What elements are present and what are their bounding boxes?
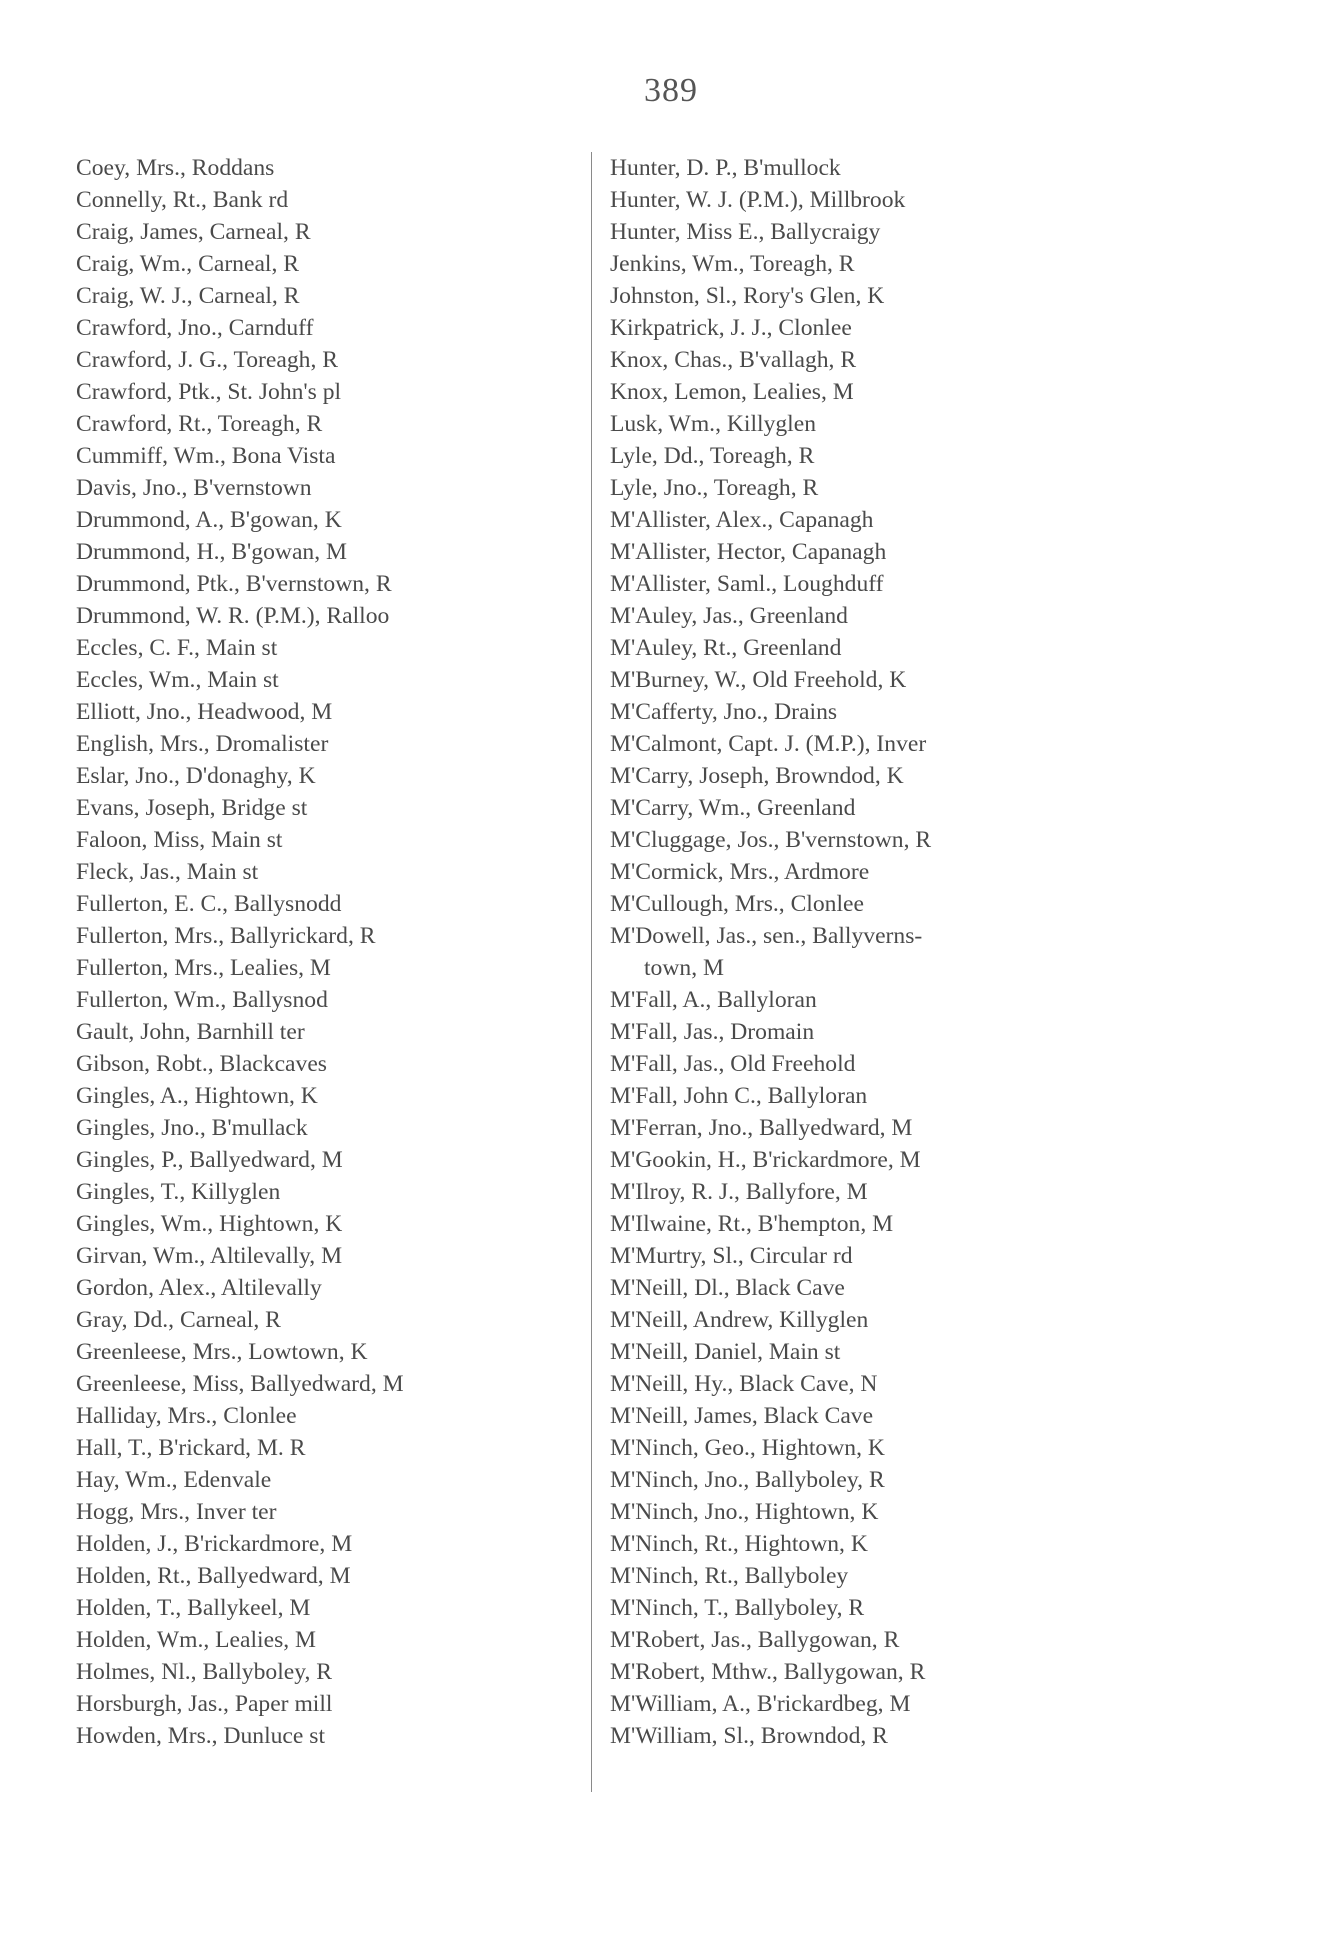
directory-entry: M'Burney, W., Old Freehold, K	[610, 667, 907, 693]
directory-entry: M'Allister, Alex., Capanagh	[610, 507, 874, 533]
directory-entry: Holden, J., B'rickardmore, M	[76, 1531, 353, 1557]
directory-entry: Drummond, W. R. (P.M.), Ralloo	[76, 603, 390, 629]
directory-entry: Lusk, Wm., Killyglen	[610, 411, 816, 437]
directory-entry: M'Ferran, Jno., Ballyedward, M	[610, 1115, 913, 1141]
directory-entry: M'William, Sl., Browndod, R	[610, 1723, 888, 1749]
directory-entry: M'Dowell, Jas., sen., Ballyverns-	[610, 923, 923, 949]
directory-entry: Hunter, Miss E., Ballycraigy	[610, 219, 881, 245]
directory-entry: M'Robert, Jas., Ballygowan, R	[610, 1627, 900, 1653]
directory-entry: M'Robert, Mthw., Ballygowan, R	[610, 1659, 926, 1685]
directory-entry: Fleck, Jas., Main st	[76, 859, 259, 885]
directory-entry: Holden, Rt., Ballyedward, M	[76, 1563, 351, 1589]
directory-entry: Hogg, Mrs., Inver ter	[76, 1499, 277, 1525]
directory-entry: M'Neill, Daniel, Main st	[610, 1339, 841, 1365]
directory-entry: Girvan, Wm., Altilevally, M	[76, 1243, 343, 1269]
directory-entry: M'Gookin, H., B'rickardmore, M	[610, 1147, 921, 1173]
directory-entry: Gingles, Jno., B'mullack	[76, 1115, 308, 1141]
directory-entry: Howden, Mrs., Dunluce st	[76, 1723, 326, 1749]
directory-entry: Craig, James, Carneal, R	[76, 219, 311, 245]
directory-entry: M'Ninch, Rt., Ballyboley	[610, 1563, 849, 1589]
directory-entry: M'Ninch, T., Ballyboley, R	[610, 1595, 865, 1621]
directory-entry: Lyle, Jno., Toreagh, R	[610, 475, 819, 501]
directory-entry: M'Fall, A., Ballyloran	[610, 987, 817, 1013]
directory-entry: Hunter, W. J. (P.M.), Millbrook	[610, 187, 906, 213]
directory-entry: M'Ninch, Jno., Ballyboley, R	[610, 1467, 885, 1493]
column-divider	[591, 152, 592, 1792]
directory-entry: M'Auley, Jas., Greenland	[610, 603, 848, 629]
directory-entry: M'William, A., B'rickardbeg, M	[610, 1691, 911, 1717]
directory-entry: Holden, Wm., Lealies, M	[76, 1627, 317, 1653]
directory-entry: M'Auley, Rt., Greenland	[610, 635, 842, 661]
directory-entry: Crawford, J. G., Toreagh, R	[76, 347, 338, 373]
directory-entry: Holden, T., Ballykeel, M	[76, 1595, 311, 1621]
right-column	[610, 152, 1080, 1752]
directory-entry: Gingles, A., Hightown, K	[76, 1083, 318, 1109]
directory-entry: M'Ilroy, R. J., Ballyfore, M	[610, 1179, 868, 1205]
directory-entry: M'Carry, Wm., Greenland	[610, 795, 856, 821]
directory-entry: M'Fall, Jas., Old Freehold	[610, 1051, 856, 1077]
directory-entry: Hall, T., B'rickard, M. R	[76, 1435, 306, 1461]
directory-entry: Halliday, Mrs., Clonlee	[76, 1403, 297, 1429]
directory-entry: Coey, Mrs., Roddans	[76, 155, 275, 181]
directory-entry: Fullerton, Mrs., Lealies, M	[76, 955, 331, 981]
directory-entry: Craig, Wm., Carneal, R	[76, 251, 299, 277]
directory-entry: Crawford, Jno., Carnduff	[76, 315, 314, 341]
directory-entry: Elliott, Jno., Headwood, M	[76, 699, 333, 725]
left-column	[76, 152, 591, 1752]
directory-entry: M'Cluggage, Jos., B'vernstown, R	[610, 827, 932, 853]
directory-entry: Craig, W. J., Carneal, R	[76, 283, 300, 309]
directory-entry: Drummond, H., B'gowan, M	[76, 539, 347, 565]
directory-entry: Crawford, Ptk., St. John's pl	[76, 379, 342, 405]
directory-entry: M'Ilwaine, Rt., B'hempton, M	[610, 1211, 894, 1237]
directory-entry: M'Neill, Dl., Black Cave	[610, 1275, 845, 1301]
directory-entry: Knox, Chas., B'vallagh, R	[610, 347, 857, 373]
directory-entry: Gingles, P., Ballyedward, M	[76, 1147, 343, 1173]
directory-entry: Crawford, Rt., Toreagh, R	[76, 411, 323, 437]
directory-entry: Hunter, D. P., B'mullock	[610, 155, 841, 181]
directory-entry: Johnston, Sl., Rory's Glen, K	[610, 283, 885, 309]
directory-entry: M'Murtry, Sl., Circular rd	[610, 1243, 853, 1269]
directory-entry: Lyle, Dd., Toreagh, R	[610, 443, 815, 469]
directory-entry: M'Cullough, Mrs., Clonlee	[610, 891, 864, 917]
directory-entry: Eccles, C. F., Main st	[76, 635, 278, 661]
directory-entry: Horsburgh, Jas., Paper mill	[76, 1691, 333, 1717]
directory-entry: Davis, Jno., B'vernstown	[76, 475, 312, 501]
directory-entry: Faloon, Miss, Main st	[76, 827, 283, 853]
directory-entry: Holmes, Nl., Ballyboley, R	[76, 1659, 333, 1685]
directory-entry: Drummond, A., B'gowan, K	[76, 507, 342, 533]
directory-entry: M'Allister, Hector, Capanagh	[610, 539, 887, 565]
directory-entry: Eccles, Wm., Main st	[76, 667, 279, 693]
directory-entry: town, M	[644, 955, 724, 981]
directory-entry: Gingles, Wm., Hightown, K	[76, 1211, 343, 1237]
directory-entry: M'Cafferty, Jno., Drains	[610, 699, 838, 725]
directory-entry: M'Allister, Saml., Loughduff	[610, 571, 884, 597]
directory-entry: M'Fall, Jas., Dromain	[610, 1019, 815, 1045]
directory-entry: Knox, Lemon, Lealies, M	[610, 379, 854, 405]
directory-entry: Gordon, Alex., Altilevally	[76, 1275, 322, 1301]
directory-entry: M'Calmont, Capt. J. (M.P.), Inver	[610, 731, 927, 757]
directory-entry: English, Mrs., Dromalister	[76, 731, 329, 757]
directory-entry: Fullerton, E. C., Ballysnodd	[76, 891, 342, 917]
directory-entry: M'Ninch, Rt., Hightown, K	[610, 1531, 868, 1557]
directory-entry: Jenkins, Wm., Toreagh, R	[610, 251, 855, 277]
directory-entry: M'Fall, John C., Ballyloran	[610, 1083, 868, 1109]
directory-entry: Greenleese, Miss, Ballyedward, M	[76, 1371, 404, 1397]
directory-entry: M'Neill, Andrew, Killyglen	[610, 1307, 869, 1333]
directory-entry: Gibson, Robt., Blackcaves	[76, 1051, 327, 1077]
directory-entry: M'Carry, Joseph, Browndod, K	[610, 763, 904, 789]
directory-entry: Cummiff, Wm., Bona Vista	[76, 443, 336, 469]
page-number: 389	[644, 72, 698, 109]
directory-entry: Kirkpatrick, J. J., Clonlee	[610, 315, 852, 341]
directory-entry: M'Ninch, Jno., Hightown, K	[610, 1499, 879, 1525]
directory-entry: Evans, Joseph, Bridge st	[76, 795, 308, 821]
directory-entry: Drummond, Ptk., B'vernstown, R	[76, 571, 392, 597]
directory-entry: Gault, John, Barnhill ter	[76, 1019, 305, 1045]
directory-entry: Greenleese, Mrs., Lowtown, K	[76, 1339, 368, 1365]
directory-entry: M'Ninch, Geo., Hightown, K	[610, 1435, 885, 1461]
directory-entry: Connelly, Rt., Bank rd	[76, 187, 289, 213]
directory-entry: Eslar, Jno., D'donaghy, K	[76, 763, 316, 789]
directory-entry: Gingles, T., Killyglen	[76, 1179, 281, 1205]
directory-entry: Fullerton, Mrs., Ballyrickard, R	[76, 923, 376, 949]
directory-entry: M'Cormick, Mrs., Ardmore	[610, 859, 870, 885]
directory-entry: Fullerton, Wm., Ballysnod	[76, 987, 328, 1013]
directory-entry: M'Neill, James, Black Cave	[610, 1403, 874, 1429]
directory-entry: Hay, Wm., Edenvale	[76, 1467, 272, 1493]
directory-entry: M'Neill, Hy., Black Cave, N	[610, 1371, 878, 1397]
directory-entry: Gray, Dd., Carneal, R	[76, 1307, 281, 1333]
